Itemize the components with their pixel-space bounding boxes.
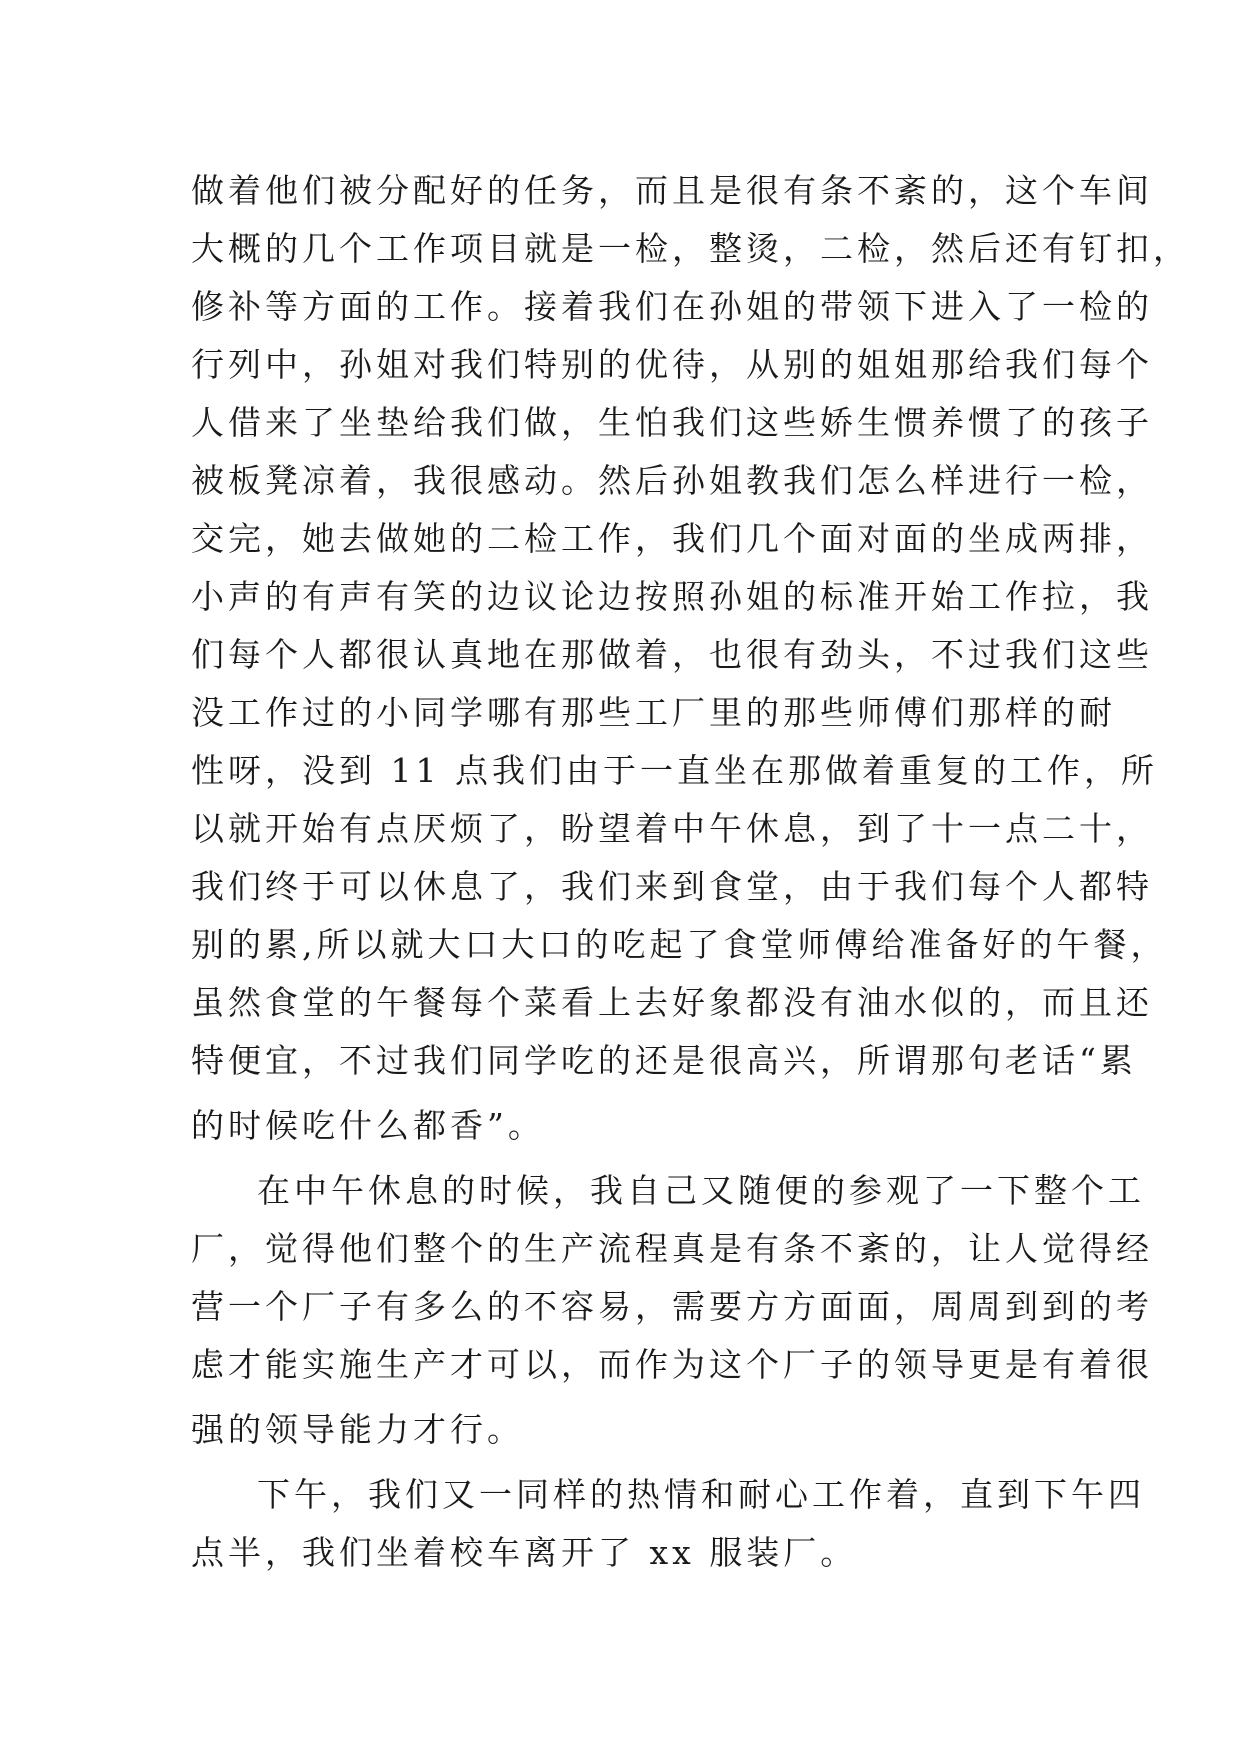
text-line: 厂，觉得他们整个的生产流程真是有条不紊的，让人觉得经 xyxy=(191,1229,1153,1268)
document-body xyxy=(191,162,1190,1582)
text-line: 小声的有声有笑的边议论边按照孙姐的标准开始工作拉，我 xyxy=(191,577,1153,616)
text-line: 没工作过的小同学哪有那些工厂里的那些师傅们那样的耐 xyxy=(191,693,1116,732)
text-line: 我们终于可以休息了，我们来到食堂，由于我们每个人都特 xyxy=(191,867,1153,906)
text-line: 别的累,所以就大口大口的吃起了食堂师傅给准备好的午餐， xyxy=(191,925,1168,964)
text-line: 行列中，孙姐对我们特别的优待，从别的姐姐那给我们每个 xyxy=(191,345,1153,384)
text-line: 以就开始有点厌烦了，盼望着中午休息，到了十一点二十， xyxy=(191,809,1153,848)
text-line: 点半，我们坐着校车离开了 xx 服装厂。 xyxy=(191,1533,858,1572)
text-line: 强的领导能力才行。 xyxy=(191,1410,524,1449)
text-line: 虽然食堂的午餐每个菜看上去好象都没有油水似的，而且还 xyxy=(191,983,1153,1022)
text-line: 交完，她去做她的二检工作，我们几个面对面的坐成两排， xyxy=(191,519,1153,558)
text-line: 修补等方面的工作。接着我们在孙姐的带领下进入了一检的 xyxy=(191,287,1153,326)
text-line: 虑才能实施生产才可以，而作为这个厂子的领导更是有着很 xyxy=(191,1345,1153,1384)
text-line: 们每个人都很认真地在那做着，也很有劲头，不过我们这些 xyxy=(191,635,1153,674)
text-line: 被板凳凉着，我很感动。然后孙姐教我们怎么样进行一检， xyxy=(191,461,1153,500)
text-line: 大概的几个工作项目就是一检，整烫，二检，然后还有钉扣， xyxy=(191,229,1190,268)
paragraph-first-line: 在中午休息的时候，我自己又随便的参观了一下整个工 xyxy=(257,1171,1145,1210)
text-line: 做着他们被分配好的任务，而且是很有条不紊的，这个车间 xyxy=(191,171,1153,210)
paragraph-first-line: 下午，我们又一同样的热情和耐心工作着，直到下午四 xyxy=(257,1475,1145,1514)
text-line: 人借来了坐垫给我们做，生怕我们这些娇生惯养惯了的孩子 xyxy=(191,403,1153,442)
text-line: 营一个厂子有多么的不容易，需要方方面面，周周到到的考 xyxy=(191,1287,1153,1326)
text-line: 性呀，没到 11 点我们由于一直坐在那做着重复的工作，所 xyxy=(191,751,1158,790)
text-line: 特便宜，不过我们同学吃的还是很高兴，所谓那句老话“累 xyxy=(191,1041,1137,1080)
text-line: 的时候吃什么都香”。 xyxy=(191,1106,545,1145)
